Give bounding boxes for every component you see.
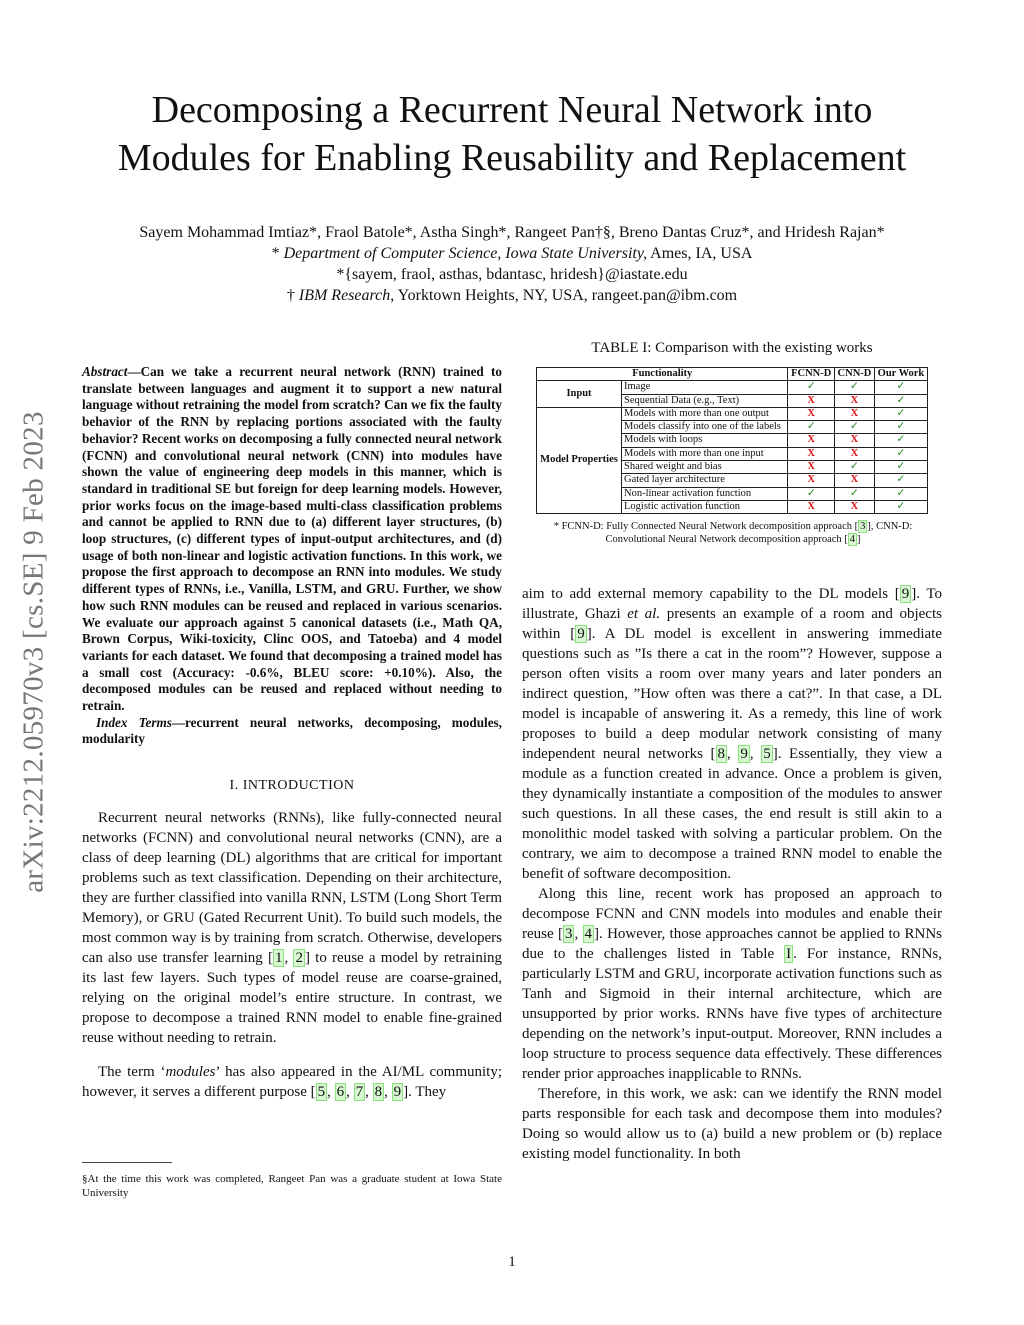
citation-link[interactable]: 9 (901, 586, 910, 602)
citation-link[interactable]: 6 (336, 1084, 345, 1100)
check-mark: ✓ (874, 447, 927, 460)
table-row (537, 381, 928, 394)
header-functionality: Functionality (537, 368, 788, 381)
citation-link[interactable]: 9 (393, 1084, 402, 1100)
citation-link[interactable]: 5 (763, 746, 771, 762)
author-list: Sayem Mohammad Imtiaz*, Fraol Batole*, Astha Singh*, Rangeet Pan†§, Breno Dantas Cruz*, and Hridesh Rajan* (139, 224, 885, 241)
feature-cell: Gated layer architecture (622, 474, 788, 487)
cross-mark: X (834, 407, 874, 420)
cross-mark: X (788, 394, 835, 407)
right-paragraph-2: Along this line, recent work has proposed an approach to decompose FCNN and CNN models into modules and enable their reuse [ 3 , 4 ]. However, those approaches cannot be applied to RNNs due to the challenges listed in Table I . For instance, RNNs, particularly LSTM and GRU, incorporate activation functions such as Tanh and Sigmoid in their internal architecture, which are unsupported by prior works. RNNs have five types of architecture depending on the network’s input-output. Moreover, RNN includes a loop structure to process sequence data effectively. These differences render prior approaches inapplicable to RNNs. (522, 886, 942, 1082)
citation-link[interactable]: 3 (564, 926, 573, 942)
citation-link[interactable]: 7 (355, 1084, 364, 1100)
feature-cell: Logistic activation function (622, 500, 788, 513)
check-mark: ✓ (788, 381, 835, 394)
section-heading: I. INTRODUCTION (229, 778, 355, 793)
title-line-2: Modules for Enabling Reusability and Replacement (117, 137, 907, 179)
right-paragraph-3: Therefore, in this work, we ask: can we identify the RNN model parts responsible for each task and decompose them into modules? Doing so would allow us to (a) build a new problem or (b) replace existing model functionality. In both (522, 1086, 942, 1162)
feature-cell: Shared weight and bias (622, 461, 788, 474)
table-row (537, 407, 928, 420)
check-mark: ✓ (834, 381, 874, 394)
check-mark: ✓ (874, 487, 927, 500)
abstract (82, 364, 502, 748)
cross-mark: X (788, 500, 835, 513)
citation-link[interactable]: 8 (374, 1084, 383, 1100)
citation-link[interactable]: 4 (584, 926, 593, 942)
check-mark: ✓ (874, 500, 927, 513)
citation-link[interactable]: 5 (317, 1084, 326, 1100)
cross-mark: X (834, 474, 874, 487)
check-mark: ✓ (874, 407, 927, 420)
feature-cell: Non-linear activation function (622, 487, 788, 500)
cross-mark: X (834, 500, 874, 513)
header-cnn-d: CNN-D (834, 368, 874, 381)
author-block (0, 222, 1024, 306)
citation-link[interactable]: 1 (274, 950, 283, 966)
feature-cell: Image (622, 381, 788, 394)
feature-cell: Models with more than one output (622, 407, 788, 420)
header-fcnn-d: FCNN-D (788, 368, 835, 381)
abstract-label: Abstract (82, 364, 128, 379)
paper-title (0, 86, 1024, 182)
cross-mark: X (788, 434, 835, 447)
check-mark: ✓ (874, 394, 927, 407)
affiliation-1-email: *{sayem, fraol, asthas, bdantasc, hridesh}@iastate.edu (336, 266, 688, 283)
affiliation-2: † IBM Research, Yorktown Heights, NY, USA, rangeet.pan@ibm.com (286, 287, 738, 304)
right-paragraph-1: aim to add external memory capability to the DL models [ 9 ]. To illustrate, Ghazi et al. presents an example of a room and objects within [ 9 ]. A DL model is excellent in answering immediate questions such as ”Is there a cat in the room”? However, suppose a person often visits a room over many years and later ponders an indirect question, ”How often was there a cat?”. In that case, a DL model is incapable of answering it. As a remedy, this line of work proposes to build a deep modular network consisting of many independent neural networks [ 8 , 9 , 5 ]. Essentially, they view a module as a function created in advance. Once a problem is given, they dynamically instantiate a composition of the modules to answer such questions. In all these cases, the end result is still akin to a monolithic model tasked with solving a particular problem. On the contrary, we aim to decompose a trained RNN model to enable the benefit of software decomposition. (522, 586, 943, 882)
header-our-work: Our Work (874, 368, 927, 381)
index-terms-label: Index Terms (96, 714, 172, 730)
right-column (522, 584, 942, 1164)
check-mark: ✓ (874, 474, 927, 487)
feature-cell: Models with loops (622, 434, 788, 447)
group-input: Input (537, 381, 622, 408)
check-mark: ✓ (834, 421, 874, 434)
affiliation-1: * Department of Computer Science, Iowa State University, Ames, IA, USA (271, 245, 753, 262)
table-caption: TABLE I: Comparison with the existing works (591, 340, 873, 356)
cross-mark: X (788, 474, 835, 487)
citation-link[interactable]: 3 (860, 521, 866, 532)
index-terms-text: —recurrent neural networks, decomposing, modules, modularity (82, 714, 502, 747)
page-number: 1 (508, 1254, 516, 1270)
table-note: * FCNN-D: Fully Connected Neural Network decomposition approach [ 3 ], CNN-D: Convolutional Neural Network decomposition approach [ 4 ] (553, 521, 913, 545)
footnote: §At the time this work was completed, Rangeet Pan was a graduate student at Iowa State University (82, 1173, 502, 1199)
citation-link[interactable]: 8 (717, 746, 726, 762)
footnote-rule (82, 1162, 172, 1163)
check-mark: ✓ (874, 461, 927, 474)
cross-mark: X (788, 407, 835, 420)
check-mark: ✓ (874, 434, 927, 447)
citation-link[interactable]: 2 (295, 950, 303, 966)
citation-link[interactable]: 9 (740, 746, 748, 762)
group-model-properties: Model Properties (537, 407, 622, 513)
check-mark: ✓ (788, 421, 835, 434)
check-mark: ✓ (874, 381, 927, 394)
table-header-row (537, 368, 928, 381)
check-mark: ✓ (834, 461, 874, 474)
check-mark: ✓ (874, 421, 927, 434)
cross-mark: X (788, 447, 835, 460)
table-reference-link[interactable]: I (786, 946, 792, 962)
check-mark: ✓ (788, 487, 835, 500)
citation-link[interactable]: 4 (849, 534, 856, 545)
feature-cell: Models with more than one input (622, 447, 788, 460)
citation-link[interactable]: 9 (577, 626, 585, 642)
arxiv-identifier: arXiv:2212.05970v3 [cs.SE] 9 Feb 2023 (17, 411, 50, 893)
check-mark: ✓ (834, 487, 874, 500)
cross-mark: X (834, 394, 874, 407)
feature-cell: Models classify into one of the labels (622, 421, 788, 434)
intro-left-column (82, 808, 502, 1102)
feature-cell: Sequential Data (e.g., Text) (622, 394, 788, 407)
comparison-table (536, 367, 928, 514)
intro-paragraph-2: The term ‘modules’ has also appeared in the AI/ML community; however, it serves a different purpose [ 5 , 6 , 7 , 8 , 9 ]. They (82, 1064, 502, 1100)
abstract-text: —Can we take a recurrent neural network (RNN) trained to translate between languages and augment it to support a new natural language without retraining the model from scratch? Can we fix the faulty behavior of the RNN by replacing portions associated with the faulty behavior? Recent works on decomposing a fully connected neural network (FCNN) and convolutional neural network (CNN) into modules have shown the value of engineering deep models in this manner, which is standard in traditional SE but foreign for deep learning models. However, prior works focus on the image-based multi-class classification problems and cannot be applied to RNN due to (a) different layer structures, (b) loop structures, (c) different types of input-output architectures, and (d) usage of both non-linear and logistic activation functions. In this work, we propose the first approach to decompose an RNN into modules. We study different types of RNNs, i.e., Vanilla, LSTM, and GRU. Further, we show how such RNN modules can be reused and replaced in various scenarios. We evaluate our approach against 5 canonical datasets (i.e., Math QA, Brown Corpus, Wiki-toxicity, Clinc OOS, and Tatoeba) and 4 model variants for each dataset. We found that decomposing a trained model has a small cost (Accuracy: -0.6%, BLEU score: +0.10%). Also, the decomposed modules can be reused and replaced without needing to retrain. (82, 364, 502, 714)
title-line-1: Decomposing a Recurrent Neural Network into (151, 89, 873, 131)
cross-mark: X (788, 461, 835, 474)
cross-mark: X (834, 447, 874, 460)
cross-mark: X (834, 434, 874, 447)
intro-paragraph-1: Recurrent neural networks (RNNs), like fully-connected neural networks (FCNN) and convolutional neural networks (CNN), are a class of deep learning (DL) algorithms that are critical for important problems such as text classification. Depending on their architecture, they are further classified into vanilla RNN, LSTM (Long Short Term Memory), or GRU (Gated Recurrent Unit). To build such models, the most common way is by training from scratch. Otherwise, developers can also use transfer learning [ 1 , 2 ] to reuse a model by retraining its last few layers. Such types of model reuse are coarse-grained, relying on the original model’s entire structure. In contrast, we propose to decompose a trained RNN model to enable fine-grained reuse without needing to retrain. (82, 810, 502, 1046)
